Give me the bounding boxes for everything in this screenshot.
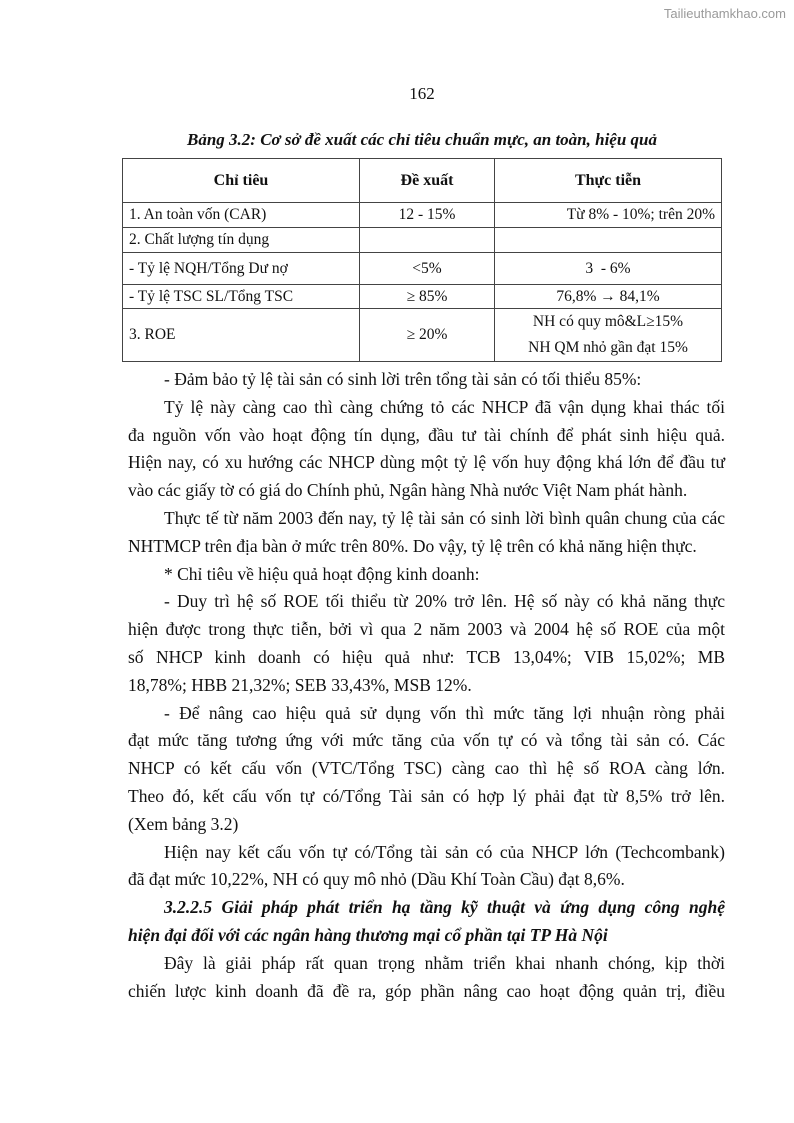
text-line: Tỷ lệ này càng cao thì càng chứng tỏ các NHCP đã vận dụng khai thác tối — [164, 396, 725, 417]
table-row — [123, 228, 722, 253]
text-line: đạt mức tăng tương ứng với mức tăng của vốn tự có và tổng tài sản có. Các — [128, 730, 725, 751]
text-line: * Chỉ tiêu về hiệu quả hoạt động kinh doanh: — [164, 563, 480, 584]
table-cell: - Tỷ lệ TSC SL/Tổng TSC — [123, 285, 360, 309]
section-heading-line: hiện đại đối với các ngân hàng thương mại cổ phần tại TP Hà Nội — [128, 924, 608, 945]
section-heading-line: 3.2.2.5 Giải pháp phát triển hạ tầng kỹ thuật và ứng dụng công nghệ — [164, 897, 725, 918]
text-line: Đây là giải pháp rất quan trọng nhằm triển khai nhanh chóng, kịp thời — [164, 952, 725, 973]
table-cell: 3 - 6% — [495, 253, 722, 285]
table-header-row — [123, 159, 722, 203]
table-cell: 3. ROE — [123, 309, 360, 362]
table-cell — [495, 309, 722, 362]
table-caption: Bảng 3.2: Cơ sở đề xuất các chỉ tiêu chuẩn mực, an toàn, hiệu quả — [186, 130, 657, 149]
text-line: - Để nâng cao hiệu quả sử dụng vốn thì mức tăng lợi nhuận ròng phải — [164, 702, 725, 723]
table-row — [123, 285, 722, 309]
table-cell: ≥ 85% — [360, 285, 495, 309]
table-cell — [495, 228, 722, 253]
text-line: chiến lược kinh doanh đã đề ra, góp phần nâng cao hoạt động quản trị, điều — [128, 980, 725, 1001]
page-number: 162 — [409, 84, 435, 103]
text-line: (Xem bảng 3.2) — [128, 813, 239, 834]
text-line: - Đảm bảo tỷ lệ tài sản có sinh lời trên tổng tài sản có tối thiểu 85%: — [164, 369, 642, 389]
text-line: số NHCP kinh doanh có hiệu quả như: TCB 13,04%; VIB 15,02%; MB — [128, 646, 725, 667]
table-cell: - Tỷ lệ NQH/Tổng Dư nợ — [123, 253, 360, 285]
cell-line: NH có quy mô&L≥15% — [532, 313, 684, 330]
text-line: NHTMCP trên địa bàn ở mức trên 80%. Do vậy, tỷ lệ trên có khả năng hiện thực. — [128, 535, 697, 556]
cell-line: NH QM nhỏ gần đạt 15% — [528, 339, 688, 356]
text-line: NHCP có kết cấu vốn (VTC/Tổng TSC) càng cao thì hệ số ROA càng lớn. — [128, 758, 725, 779]
watermark: Tailieuthamkhao.com — [663, 6, 786, 21]
text-line: đã đạt mức 10,22%, NH có quy mô nhỏ (Dầu Khí Toàn Cầu) đạt 8,6%. — [128, 869, 625, 890]
table-cell: ≥ 20% — [360, 309, 495, 362]
text-line: 18,78%; HBB 21,32%; SEB 33,43%, MSB 12%. — [128, 674, 472, 695]
table-cell: <5% — [360, 253, 495, 285]
header-cell: Đề xuất — [360, 159, 495, 203]
table-cell: Từ 8% - 10%; trên 20% — [495, 203, 722, 228]
table-row — [123, 203, 722, 228]
header-cell: Thực tiễn — [495, 159, 722, 203]
table-cell: 12 - 15% — [360, 203, 495, 228]
table-row — [123, 253, 722, 285]
text-line: hiện được trong thực tiễn, bởi vì qua 2 năm 2003 và 2004 hệ số ROE của một — [128, 619, 725, 640]
table-cell: 76,8% → 84,1% — [495, 285, 722, 309]
criteria-table — [122, 158, 722, 362]
table-row — [123, 309, 722, 362]
text-line: Hiện nay kết cấu vốn tự có/Tổng tài sản có của NHCP lớn (Techcombank) — [164, 841, 725, 862]
table-cell: 2. Chất lượng tín dụng — [123, 228, 360, 253]
body-text — [128, 366, 725, 1005]
text-line: đa nguồn vốn vào hoạt động tín dụng, đầu tư tài chính để phát sinh hiệu quả. — [128, 424, 725, 445]
text-line: vào các giấy tờ có giá do Chính phủ, Ngân hàng Nhà nước Việt Nam phát hành. — [128, 480, 688, 501]
text-line: - Duy trì hệ số ROE tối thiểu từ 20% trở lên. Hệ số này có khả năng thực — [164, 591, 725, 612]
table-cell — [360, 228, 495, 253]
text-line: Thực tế từ năm 2003 đến nay, tỷ lệ tài sản có sinh lời bình quân chung của các — [164, 507, 725, 528]
table-cell: 1. An toàn vốn (CAR) — [123, 203, 360, 228]
header-cell: Chỉ tiêu — [123, 159, 360, 203]
text-line: Theo đó, kết cấu vốn tự có/Tổng Tài sản có hợp lý phải đạt từ 8,5% trở lên. — [128, 785, 725, 806]
text-line: Hiện nay, có xu hướng các NHCP dùng một tỷ lệ vốn huy động khá lớn để đầu tư — [128, 452, 725, 473]
